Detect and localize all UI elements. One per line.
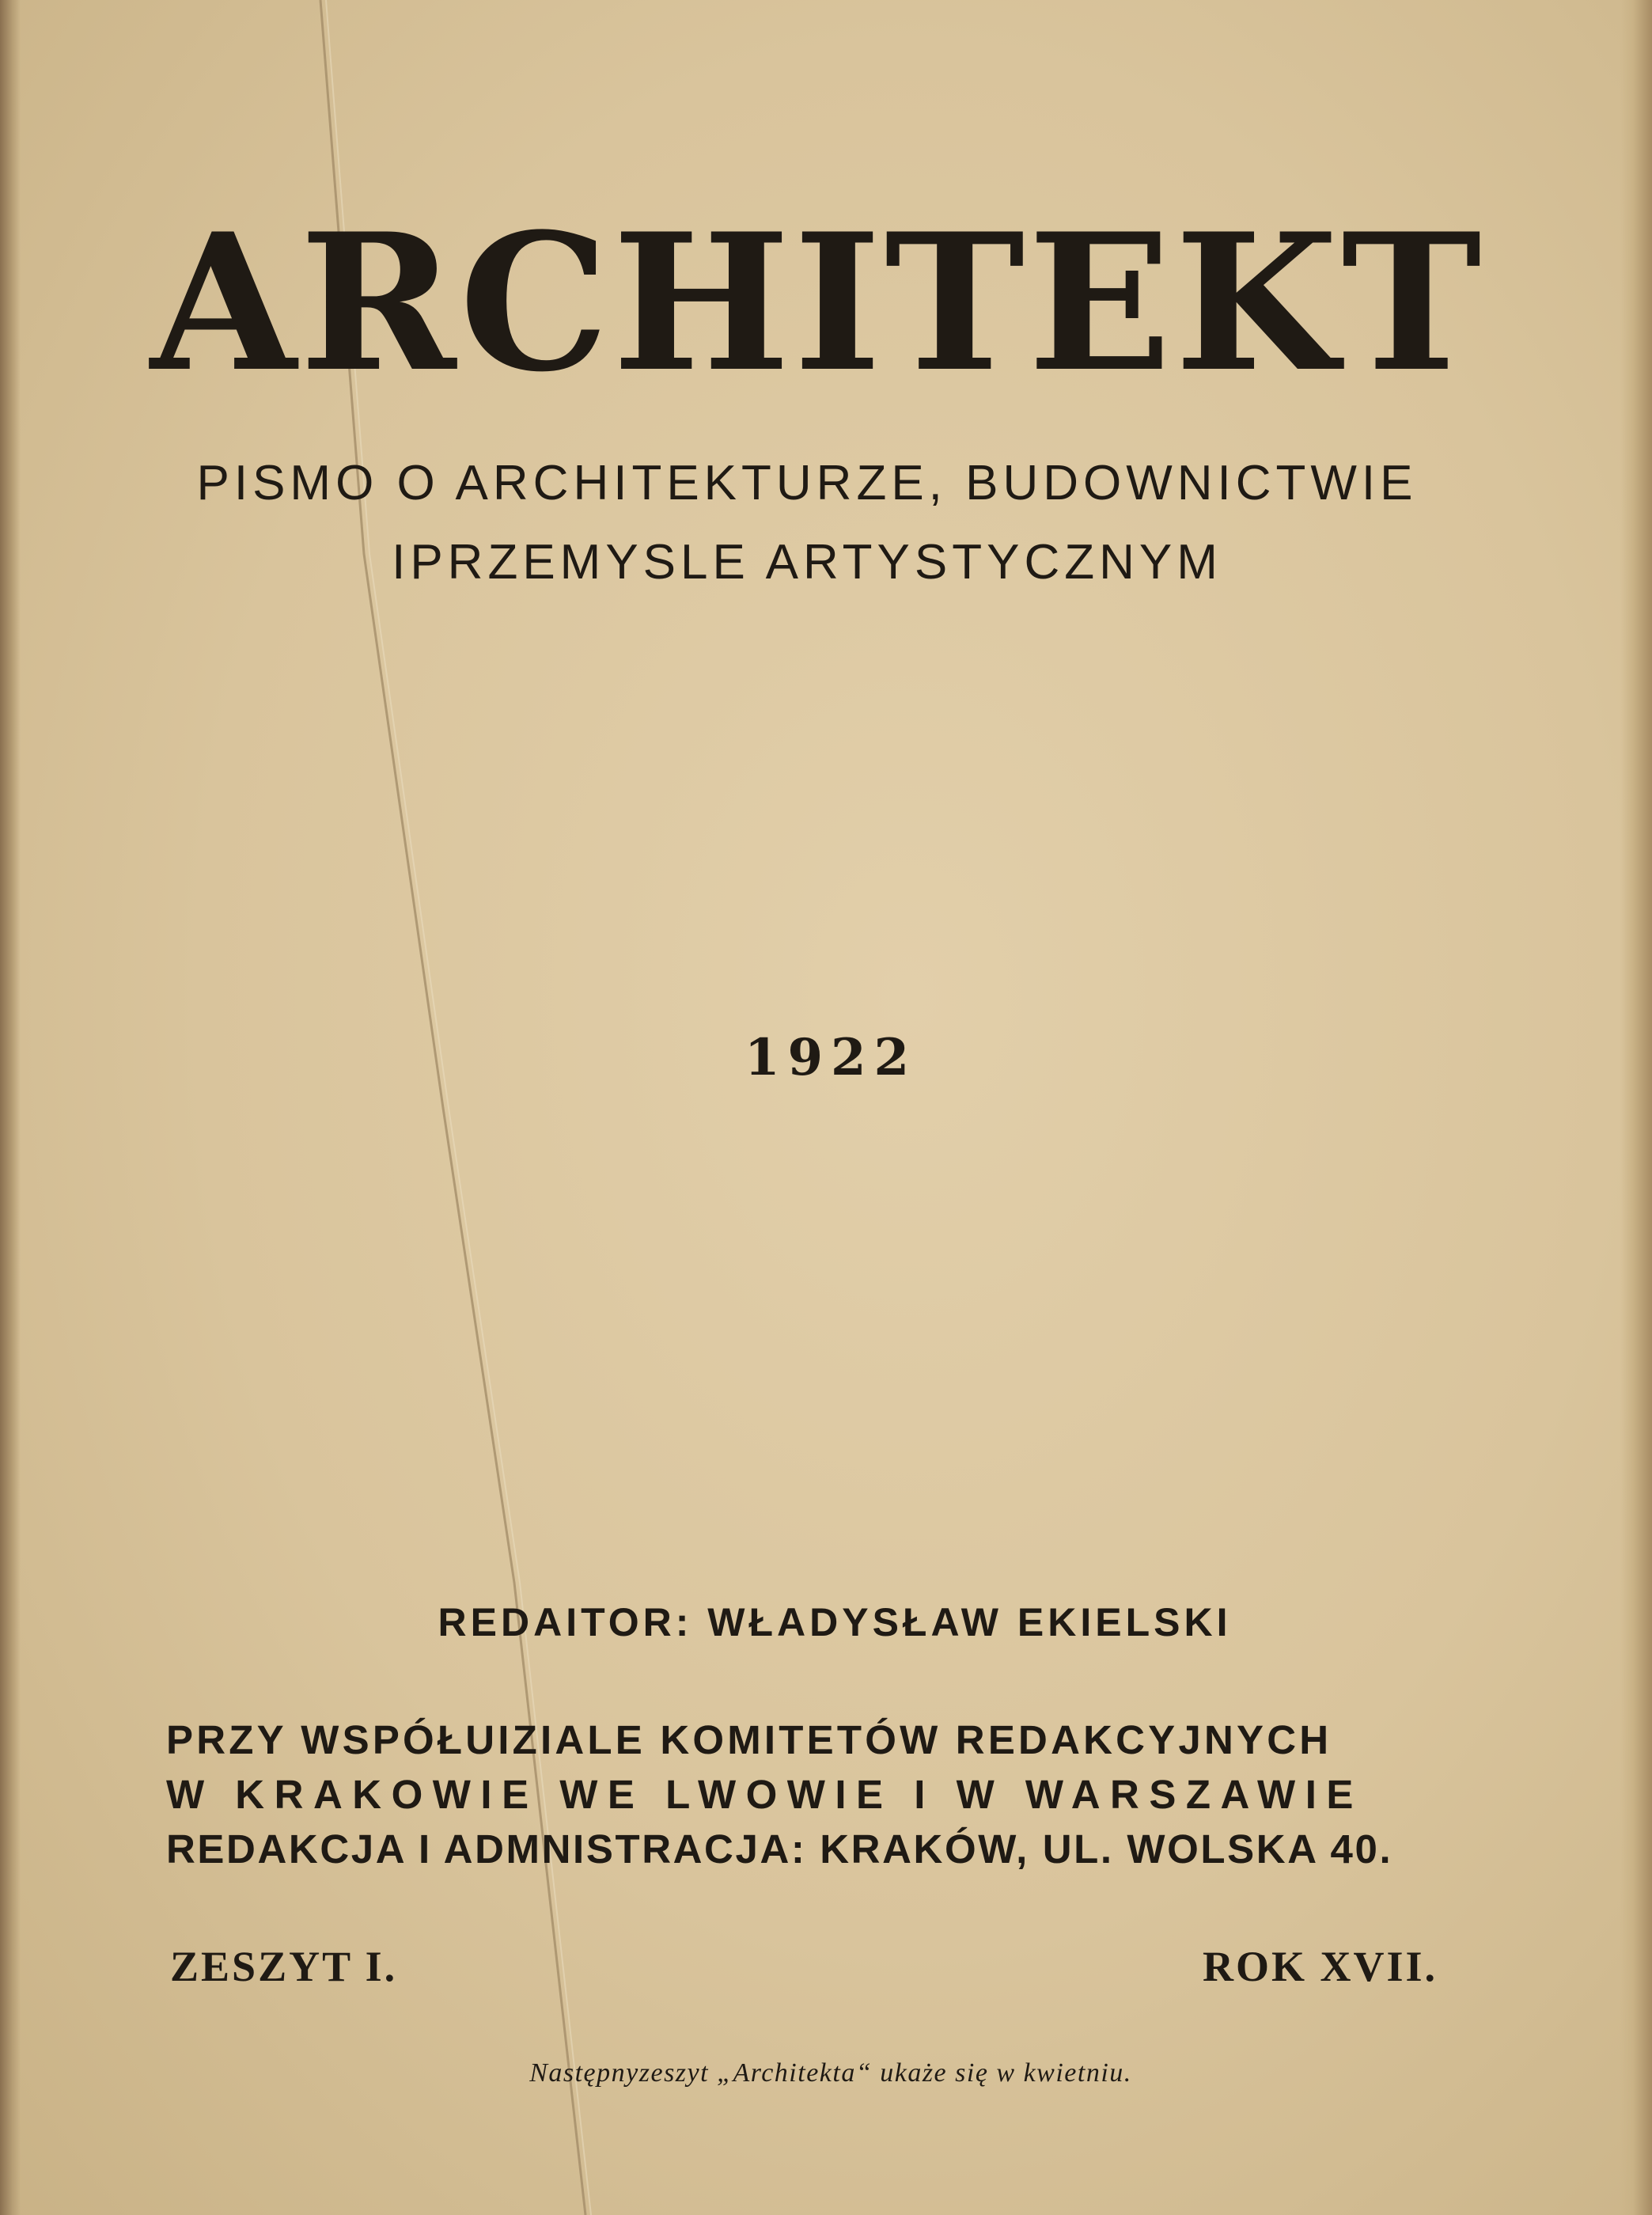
journal-title: ARCHITEKT [150,193,1485,414]
issue-number: ZESZYT I. [170,1943,398,1990]
committees-line: PRZY WSPÓŁUIZIALE KOMITETÓW REDAKCYJNYCH [166,1717,1332,1762]
next-issue-notice: Następnyzeszyt „Architekta“ ukaże się w kwietniu. [529,2058,1132,2088]
volume-year: ROK XVII. [1203,1943,1438,1990]
editor-line: REDAITOR: WŁADYSŁAW EKIELSKI [438,1600,1232,1644]
address-line: REDAKCJA I ADMNISTRACJA: KRAKÓW, UL. WOLSKA 40. [166,1826,1393,1872]
subtitle-line-1: PISMO O ARCHITEKTURZE, BUDOWNICTWIE [196,456,1418,510]
cities-line: W KRAKOWIE WE LWOWIE I W WARSZAWIE [166,1772,1363,1817]
subtitle-line-2: IPRZEMYSLE ARTYSTYCZNYM [392,535,1222,590]
publication-year: 1922 [744,1028,918,1087]
